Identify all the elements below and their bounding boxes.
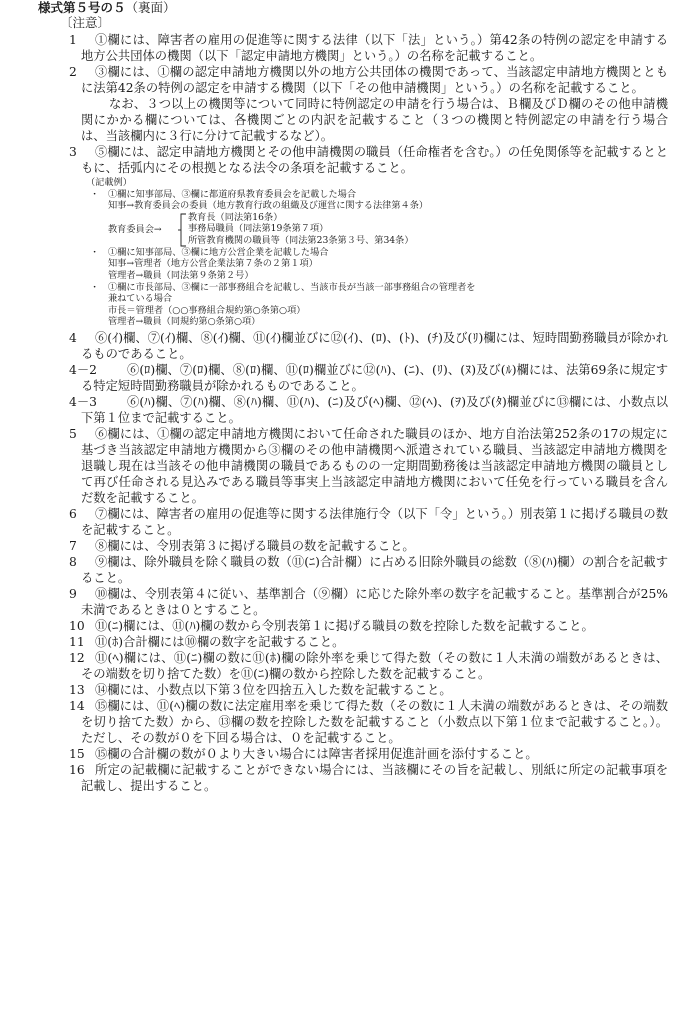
note-number: 9: [69, 586, 77, 601]
note-item: [0, 426, 698, 506]
notes-list: [0, 32, 698, 794]
note-text: ⑥欄には、①欄の認定申請地方機関において任命された職員のほか、地方自治法第252条の17の規定に基づき当該認定申請地方機関から③欄のその他申請機関へ派遣されている職員、当該認定申請地方機関を退職し現在は当該その他申請機関の職員であるものの一定期間勤務後は当該認定申請地方機関の職員として再び任命される見込みである職員等事実上当該認定申請地方機関において任免を行っている職員を含んだ数を記載すること。: [81, 426, 668, 505]
example-3: [90, 281, 698, 328]
note-item: [0, 506, 698, 538]
note-text: ⑦欄には、障害者の雇用の促進等に関する法律施行令（以下「令」という。）別表第１に掲げる職員の数を記載すること。: [81, 506, 668, 537]
brace-item: 事務局職員（同法第19条第７項）: [188, 223, 329, 235]
example-brace-group: [108, 212, 698, 247]
note-item: [0, 634, 698, 650]
note-text: ⑭欄には、小数点以下第３位を四捨五入した数を記載すること。: [95, 682, 452, 697]
note-item: [0, 682, 698, 698]
example-line: 市長＝管理者（○○事務組合規約第○条第○項）: [108, 304, 306, 316]
note-text: ⑮欄には、⑪(ﾍ)欄の数に法定雇用率を乗じて得た数（その数に１人未満の端数があるときは、その端数を切り捨てた数）から、⑬欄の数を控除した数を記載すること（小数点以下第１位まで記載すること。）。ただし、その数が０を下回る場合は、０を記載すること。: [81, 698, 668, 745]
note-text: ⑥(ｲ)欄、⑦(ｲ)欄、⑧(ｲ)欄、⑪(ｲ)欄並びに⑫(ｲ)、(ﾛ)、(ﾄ)、(ﾁ)及び(ﾘ)欄には、短時間勤務職員が除かれるものであること。: [81, 330, 668, 361]
examples-label: （記載例）: [86, 177, 132, 188]
note-text: 所定の記載欄に記載することができない場合には、当該欄にその旨を記載し、別紙に所定の記載事項を記載し、提出すること。: [81, 762, 668, 793]
note-item: [0, 32, 698, 64]
note-text: ⑥(ﾊ)欄、⑦(ﾊ)欄、⑧(ﾊ)欄、⑪(ﾊ)、(ﾆ)及び(ﾍ)欄、⑫(ﾍ)、(ｦ)及び(ﾀ)欄並びに⑬欄には、小数点以下第１位まで記載すること。: [81, 394, 668, 425]
bullet: ・: [90, 246, 100, 258]
note-item: [0, 64, 698, 96]
note-item: [0, 330, 698, 362]
note-number: 1: [69, 33, 77, 47]
form-side: （裏面）: [125, 0, 176, 15]
note-number: 5: [69, 426, 77, 441]
note-item: [0, 144, 698, 176]
note-text: ⑪(ﾎ)合計欄には⑩欄の数字を記載すること。: [95, 634, 345, 649]
note-item: [0, 762, 698, 794]
note-number: 14: [69, 698, 85, 713]
examples-block: [0, 177, 698, 328]
note-text: ⑤欄には、認定申請地方機関とその他申請機関の職員（任命権者を含む。）の任免関係等を記載するとともに、括弧内にその根拠となる法令の条項を記載すること。: [81, 145, 668, 175]
example-line: 知事→教育委員会の委員（地方教育行政の組織及び運営に関する法律第４条）: [108, 200, 429, 212]
note-item: [0, 394, 698, 426]
note-text: なお、３つ以上の機関等について同時に特例認定の申請を行う場合は、Ｂ欄及びＤ欄のその他申請機関にかかる欄については、各機関ごとの内訳を記載すること（３つの機関と特例認定の申請を行う場合は、当該欄内に３行に分けて記載するなど）。: [81, 97, 668, 143]
note-text: ⑪(ﾍ)欄には、⑪(ﾆ)欄の数に⑪(ﾎ)欄の除外率を乗じて得た数（その数に１人未満の端数があるときは、その端数を切り捨てた数）を⑪(ﾆ)欄の数から控除した数を記載すること。: [81, 650, 668, 681]
note-number: 4－3: [69, 394, 97, 409]
note-number: 10: [69, 618, 85, 633]
brace-item: 教育長（同法第16条）: [188, 211, 283, 223]
example-line: 知事→管理者（地方公営企業法第７条の２第１項）: [108, 258, 318, 270]
form-title: [38, 0, 176, 16]
note-text: ⑪(ﾆ)欄には、⑪(ﾊ)欄の数から令別表第１に掲げる職員の数を控除した数を記載すること。: [95, 618, 594, 633]
note-item: [0, 362, 698, 394]
note-item: [0, 698, 698, 746]
note-text: ⑩欄は、令別表第４に従い、基準割合（⑨欄）に応じた除外率の数字を記載すること。基準割合が25%未満であるときは０とすること。: [81, 586, 668, 617]
note-number: 4: [69, 330, 77, 345]
note-item: [0, 746, 698, 762]
note-number: 4－2: [69, 362, 97, 377]
note-number: 6: [69, 506, 77, 521]
note-number: 12: [69, 650, 85, 665]
brace-key: 教育委員会→: [108, 223, 162, 235]
note-item: [0, 96, 698, 144]
example-title: ①欄に知事部局、③欄に都道府県教育委員会を記載した場合: [108, 188, 357, 200]
form-number: 様式第５号の５: [38, 0, 126, 15]
bullet: ・: [90, 281, 100, 293]
note-number: 3: [69, 145, 77, 159]
note-item: [0, 538, 698, 554]
bracket-shape: [178, 213, 188, 247]
note-text: ③欄には、①欄の認定申請地方機関以外の地方公共団体の機関であって、当該認定申請地方機関とともに法第42条の特例の認定を申請する機関（以下「その他申請機関」という。）の名称を記載すること。: [81, 65, 668, 95]
brace-items: [188, 212, 414, 247]
note-number: 8: [69, 554, 77, 569]
note-text: ⑨欄は、除外職員を除く職員の数（⑪(ﾆ)合計欄）に占める旧除外職員の総数（⑧(ﾊ)欄）の割合を記載すること。: [81, 554, 668, 585]
brace-item: 所管教育機関の職員等（同法第23条第３号、第34条）: [188, 234, 414, 246]
note-item: [0, 650, 698, 682]
example-title: ①欄に市長部局、③欄に一部事務組合を記載し、当該市長が当該一部事務組合の管理者を: [108, 281, 476, 293]
note-item: [0, 618, 698, 634]
bullet: ・: [90, 188, 100, 200]
note-number: 13: [69, 682, 85, 697]
note-number: 11: [69, 634, 85, 649]
note-text: ⑧欄には、令別表第３に掲げる職員の数を記載すること。: [95, 538, 415, 553]
note-number: 2: [69, 65, 77, 79]
example-2: [90, 246, 698, 282]
note-text: ①欄には、障害者の雇用の促進等に関する法律（以下「法」という。）第42条の特例の認定を申請する地方公共団体の機関（以下「認定申請地方機関」という。）の名称を記載すること。: [81, 33, 668, 63]
notes-heading: 〔注意〕: [60, 15, 111, 30]
example-line: 管理者→職員（同法第９条第２号）: [108, 269, 254, 281]
example-1: [90, 188, 698, 247]
example-title: ①欄に知事部局、③欄に地方公営企業を記載した場合: [108, 246, 329, 258]
note-number: 7: [69, 538, 77, 553]
note-text: ⑮欄の合計欄の数が０より大きい場合には障害者採用促進計画を添付すること。: [95, 746, 538, 761]
example-line: 管理者→職員（同規約第○条第○項）: [108, 316, 261, 328]
note-item: [0, 554, 698, 586]
note-number: 15: [69, 746, 85, 761]
note-number: 16: [69, 762, 85, 777]
note-item: [0, 586, 698, 618]
note-text: ⑥(ﾛ)欄、⑦(ﾛ)欄、⑧(ﾛ)欄、⑪(ﾛ)欄並びに⑫(ﾊ)、(ﾆ)、(ﾘ)、(ﾇ)及び(ﾙ)欄には、法第69条に規定する特定短時間勤務職員が除かれるものであること。: [81, 362, 668, 393]
example-title-cont: 兼ねている場合: [108, 293, 173, 305]
